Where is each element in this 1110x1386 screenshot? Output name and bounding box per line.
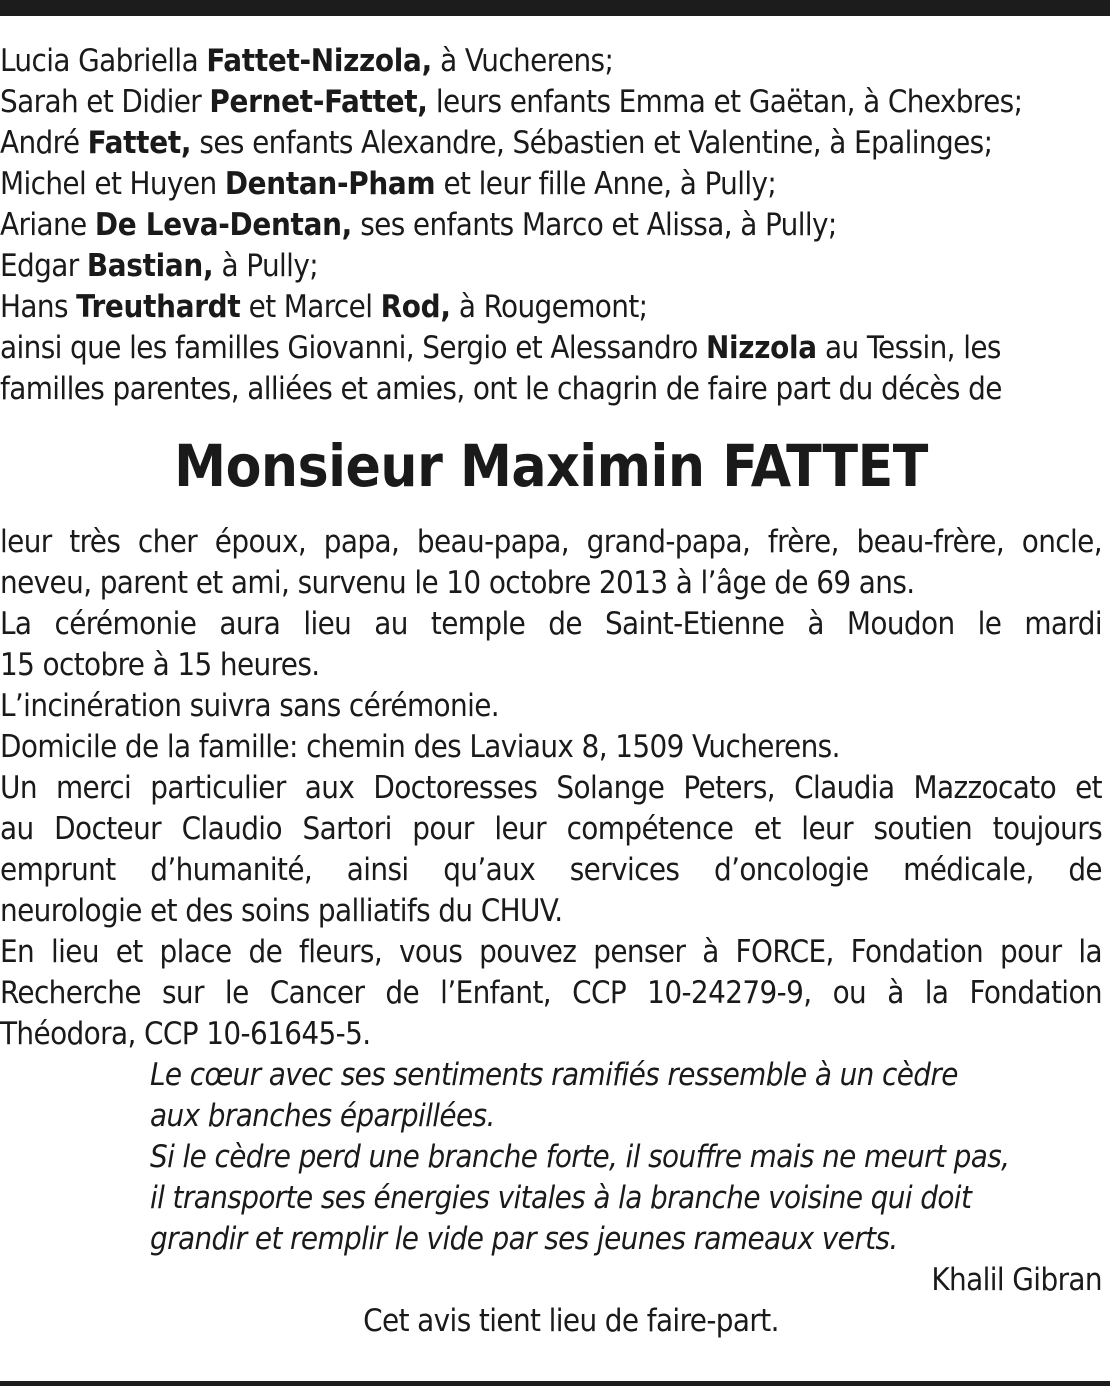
family-text: Ariane [0, 207, 95, 243]
body-line: neurologie et des soins palliatifs du CHUV. [0, 893, 563, 929]
family-line [0, 205, 1102, 246]
poem-line: Le cœur avec ses sentiments ramifiés ressemble à un cèdre [150, 1057, 958, 1093]
body-line: Domicile de la famille: chemin des Laviaux 8, 1509 Vucherens. [0, 729, 840, 765]
family-line [0, 41, 1102, 82]
body-line: Recherche sur le Cancer de l’Enfant, CCP 10-24279-9, ou à la Fondation [0, 975, 1102, 1011]
family-line [0, 287, 1102, 328]
poem-line: il transporte ses énergies vitales à la branche voisine qui doit [150, 1180, 972, 1216]
family-line [0, 246, 1102, 287]
family-text: à Rougemont; [450, 289, 648, 325]
deceased-name: Monsieur Maximin FATTET [174, 432, 928, 500]
family-surname: Pernet-Fattet, [209, 84, 428, 120]
family-text: Sarah et Didier [0, 84, 210, 120]
family-text: à Pully; [213, 248, 319, 284]
family-line [0, 82, 1102, 123]
family-text: ainsi que les familles Giovanni, Sergio et Alessandro [0, 330, 706, 366]
family-text: André [0, 125, 88, 161]
family-line [0, 328, 1102, 369]
family-text: à Vucherens; [431, 43, 614, 79]
top-border-bar [0, 0, 1110, 16]
family-surname: Dentan-Pham [224, 166, 436, 202]
body-line: neveu, parent et ami, survenu le 10 octobre 2013 à l’âge de 69 ans. [0, 565, 915, 601]
body-line: au Docteur Claudio Sartori pour leur compétence et leur soutien toujours [0, 811, 1102, 847]
family-surname: Fattet-Nizzola, [206, 43, 432, 79]
body-line: leur très cher époux, papa, beau-papa, grand-papa, frère, beau-frère, oncle, [0, 524, 1102, 560]
family-text: Hans [0, 289, 77, 325]
family-line [0, 164, 1102, 205]
family-surname: Rod, [380, 289, 451, 325]
obituary-notice [0, 41, 1102, 1342]
family-surname: Treuthardt [76, 289, 241, 325]
family-text: ses enfants Marco et Alissa, à Pully; [351, 207, 837, 243]
body-line: La cérémonie aura lieu au temple de Saint-Etienne à Moudon le mardi [0, 606, 1102, 642]
body-line: En lieu et place de fleurs, vous pouvez penser à FORCE, Fondation pour la [0, 934, 1102, 970]
poem-line: aux branches éparpillées. [150, 1098, 495, 1134]
family-text: ses enfants Alexandre, Sébastien et Valentine, à Epalinges; [191, 125, 993, 161]
family-surname: De Leva-Dentan, [94, 207, 352, 243]
family-surname: Bastian, [86, 248, 214, 284]
body-line: 15 octobre à 15 heures. [0, 647, 320, 683]
body-line: Un merci particulier aux Doctoresses Solange Peters, Claudia Mazzocato et [0, 770, 1102, 806]
family-text: leurs enfants Emma et Gaëtan, à Chexbres; [427, 84, 1023, 120]
body-line: L’incinération suivra sans cérémonie. [0, 688, 500, 724]
family-text: Edgar [0, 248, 87, 284]
poem-line: Si le cèdre perd une branche forte, il souffre mais ne meurt pas, [150, 1139, 1010, 1175]
family-text: Michel et Huyen [0, 166, 225, 202]
footer-note: Cet avis tient lieu de faire-part. [363, 1303, 779, 1339]
family-surname: Fattet, [87, 125, 192, 161]
family-surname: Nizzola [706, 330, 817, 366]
body-line: emprunt d’humanité, ainsi qu’aux services d’oncologie médicale, de [0, 852, 1102, 888]
quote-poem [150, 1055, 1100, 1260]
poem-line: grandir et remplir le vide par ses jeunes rameaux verts. [150, 1221, 898, 1257]
family-line [0, 123, 1102, 164]
quote-author: Khalil Gibran [931, 1262, 1102, 1298]
family-text: Lucia Gabriella [0, 43, 207, 79]
body-line: Théodora, CCP 10-61645-5. [0, 1016, 371, 1052]
bottom-border-rule [0, 1381, 1110, 1386]
family-text: et leur fille Anne, à Pully; [435, 166, 777, 202]
family-text: au Tessin, les [816, 330, 1001, 366]
family-line-closing: familles parentes, alliées et amies, ont le chagrin de faire part du décès de [0, 371, 1002, 407]
family-text: et Marcel [240, 289, 381, 325]
